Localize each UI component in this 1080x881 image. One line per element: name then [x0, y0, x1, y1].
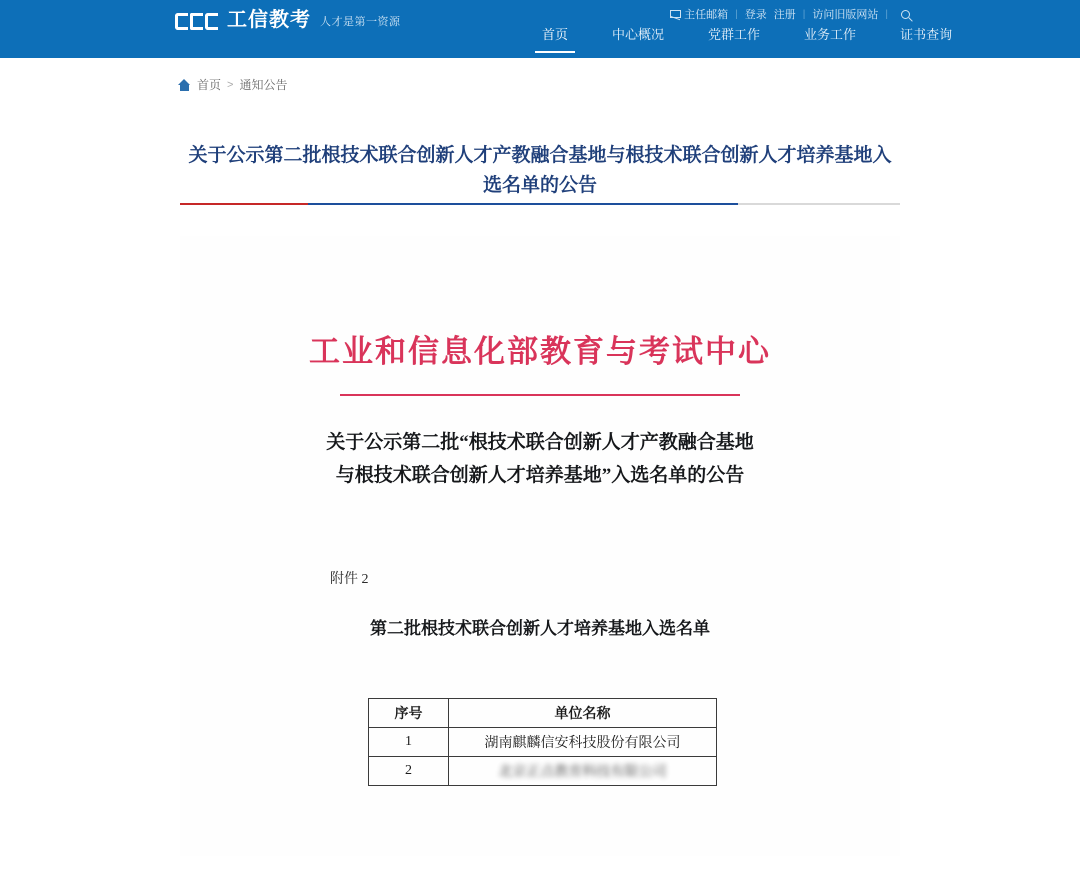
breadcrumb-separator: >	[227, 78, 234, 91]
nav-item-overview[interactable]: 中心概况	[612, 27, 665, 42]
column-header-no: 序号	[369, 699, 449, 728]
title-divider	[180, 203, 900, 205]
cell-no: 1	[369, 728, 449, 757]
nav-item-business-work[interactable]: 业务工作	[804, 27, 857, 42]
director-mailbox-link[interactable]	[670, 6, 728, 22]
scanned-document-image	[180, 236, 900, 856]
register-link[interactable]: 注册	[773, 9, 796, 21]
utility-separator-3: |	[885, 8, 888, 20]
cec-logo-icon	[175, 13, 218, 30]
cell-unit-name: 湖南麒麟信安科技股份有限公司	[449, 728, 717, 757]
document-list-title: 第二批根技术联合创新人才培养基地入选名单	[370, 619, 710, 638]
table-row	[369, 757, 717, 786]
old-site-link[interactable]: 访问旧版网站	[812, 9, 879, 21]
utility-separator-2: |	[802, 8, 806, 20]
page-title: 关于公示第二批根技术联合创新人才产教融合基地与根技术联合创新人才培养基地入选名单的公告	[188, 144, 892, 196]
logo-name: 工信教考	[227, 9, 311, 31]
site-header	[0, 0, 1080, 58]
home-icon[interactable]	[178, 79, 191, 91]
utility-bar	[670, 6, 910, 22]
table-header-row	[369, 699, 717, 728]
logo-slogan: 人才是第一资源	[320, 16, 401, 28]
breadcrumb	[178, 76, 287, 93]
document-title: 关于公示第二批“根技术联合创新人才产教融合基地与根技术联合创新人才培养基地”入选名单的公告	[326, 432, 754, 486]
mail-icon	[670, 10, 681, 18]
breadcrumb-item-notice[interactable]: 通知公告	[239, 78, 288, 92]
search-icon[interactable]	[901, 10, 910, 19]
breadcrumb-item-home[interactable]: 首页	[197, 78, 222, 92]
utility-separator-1: |	[735, 8, 738, 20]
document-org-name: 工业和信息化部教育与考试中心	[309, 334, 771, 369]
cell-no: 2	[369, 757, 449, 786]
login-link[interactable]: 登录	[744, 9, 767, 21]
main-nav	[520, 24, 974, 53]
nav-item-certificate-query[interactable]: 证书查询	[900, 27, 953, 42]
column-header-unit-name: 单位名称	[449, 699, 717, 728]
cell-unit-name-blurred: 北京正点教育科技有限公司	[449, 757, 717, 786]
site-logo[interactable]	[175, 11, 401, 30]
table-row	[369, 728, 717, 757]
document-attachment-label: 附件 2	[330, 572, 369, 587]
director-mailbox-label: 主任邮箱	[684, 9, 729, 21]
document-letterhead-rule	[340, 394, 740, 396]
nav-item-party-work[interactable]: 党群工作	[708, 27, 761, 42]
nav-item-home[interactable]: 首页	[520, 24, 590, 53]
selected-units-table	[368, 698, 717, 786]
